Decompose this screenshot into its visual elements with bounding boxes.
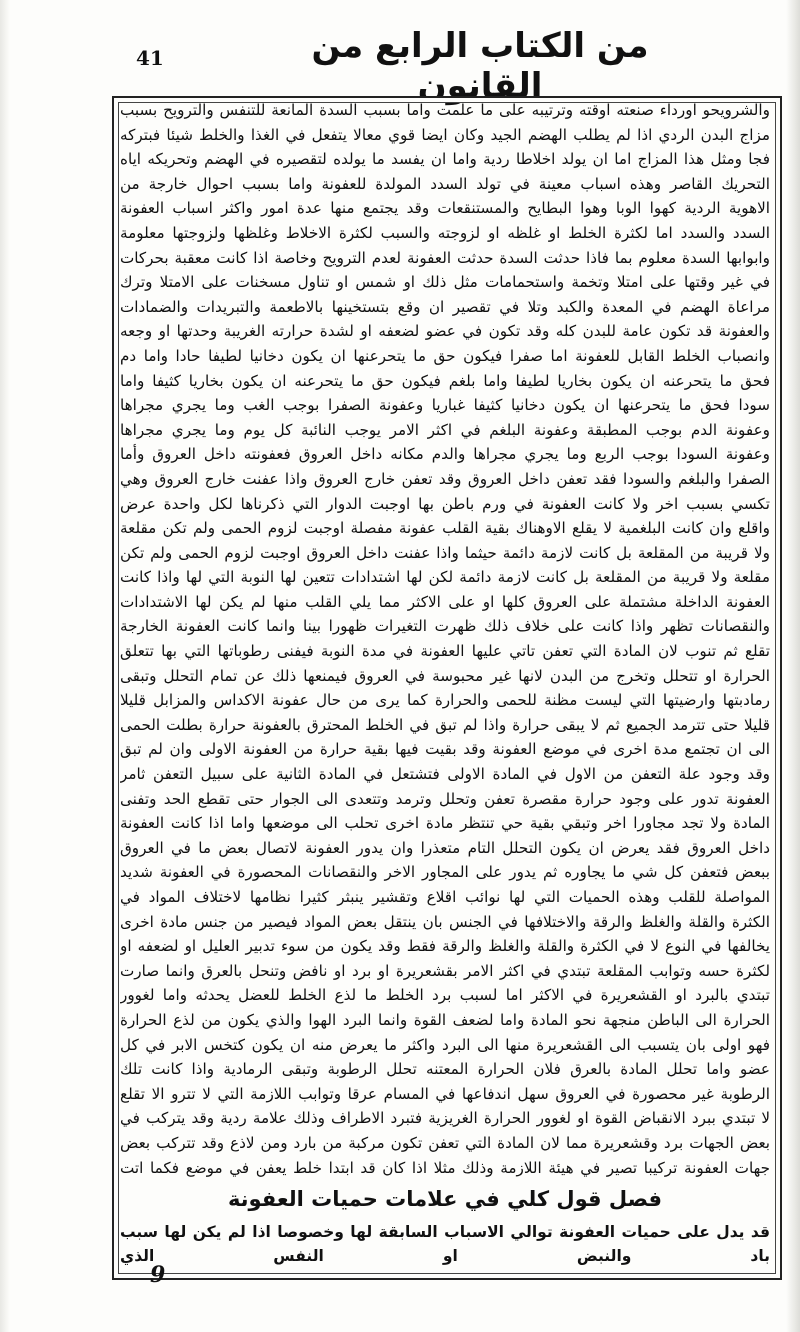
running-header: من الكتاب الرابع من القانون bbox=[311, 26, 649, 106]
section-heading: فصل قول كلي في علامات حميات العفونة bbox=[227, 1187, 663, 1211]
scan-edge-left bbox=[0, 0, 10, 1332]
section-first-line: قد يدل على حميات العفونة توالي الاسباب السابقة لها وخصوصا اذا لم يكن لها سبب باد والنبض او النفس الذي bbox=[120, 1223, 770, 1265]
footer-signature-mark: 9 bbox=[150, 1262, 166, 1288]
body-text: والشرويحو اورداء صنعته اوقته وترتيبه على ما علمت واما بسبب السدة المانعة للتنفس والترويح بسبب مزاج البدن الردي اذا لم يطلب الهضم الجيد وكان ايضا قوي معالا يتفعل في الغذا والخلط شيئا فبتركه فجا ومثل هذا المزاج اما ان يولد اخلاطا ردية واما ان يفسد ما يولده لتقصيره في الهضم وتحريكه اياه التحريك القاصر وهذه اسباب معينة في تولد السدد المولدة للعفونة واما بسبب احوال خارجة من الاهوية الردية كهوا الوبا وهوا البطايح والمستنقعات وقد يجتمع منها عدة امور واكثر اسباب العفونة السدد والسدد اما لكثرة الخلط او غلظه او لزوجته والسبب لكثرة الاخلاط وغلظها ولزوجتها معلومة وابوابها السدة معلوم بما فاذا حدثت السدة حدثت العفونة لعدم الترويح وخاصة اذا كانت معقبة بحركات في غير وقتها على امتلا وتخمة واستحمامات مثل ذلك او شمس او تناول مسخنات على الامتلا وترك مراعاة الهضم في المعدة والكبد وتلا في تقصير ان وقع بتستخينها بالاطعمة والتبريدات والضمادات والعفونة قد تكون عامة للبدن كله وقد تكون في عضو لضعفه او لشدة حرارته الغريبة وحدتها او وجعه وانصباب الخلط القابل للعفونة اما صفرا فيكون حق ما يتحرعنها ان يكون دخانيا لطيفا حادا واما دم فحق ما يتحرعنه ان يكون بخاريا لطيفا واما بلغم فيكون حق ما يتحرعنه ان يكون بخاريا كثيفا واما سودا فحق ما يتحرعنها ان يكون دخانيا كثيفا غباريا وعفونة الصفرا بوجب الغب وما يجري مجراها وعفونة الدم بوجب المطبقة وعفونة البلغم في اكثر الامر يوجب النائبة كل يوم وما يجري مجراها وعفونة السودا بوجب الربع وما يجري مجراها والدم مكانه داخل العروق فعفونته داخل العروق وأما الصفرا والبلغم والسودا فقد تعفن داخل العروق وقد تعفن خارج العروق واذا عفنت خارج العروق وهي تكسي بسبب اخر ولا كانت العفونة في ورم باطن بها اوجبت الدوار التي ذكرناها لكل واحدة عرض واقلع وان كانت البلغمية لا يقلع الاوهناك بقية القلب عفونة مفصلة اوجبت لزوم الحمى ولم تكن مقلعة ولا قريبة من المقلعة بل كانت لازمة دائمة حيثما واذا عفنت داخل العروق اوجبت لزوم الحمى ولم تكن مقلعة ولا قريبة من المقلعة بل كانت لازمة دائمة لكن لها اشتدادات تتعين لها النوبة التي لها واذا كانت العفونة الداخلة مشتملة على العروق كلها او على الاكثر مما يلي القلب منها لم يكن لها الاشتدادات والنقصانات تظهر واذا كانت على خلاف ذلك ظهرت التغيرات ظهورا بينا وانما كانت العفونة الخارجة تقلع ثم تنوب لان المادة التي تعفن تاتي عليها العفونة في مدة النوبة فيفنى رطوباتها التي بها تتعلق الحرارة او تتحلل وتخرج من البدن لانها غير محبوسة في العروق فيمنعها ذلك عن تمام التحلل وتبقى رمادبتها وارضيتها التي ليست مظنة للحمى والحرارة كما يرى من حال عفونة الاكداس والمزابل قليلا قليلا حتى تترمد الجميع ثم لا يبقى حرارة واذا لم تبق في الخلط المحترق بالعفونة حرارة بطلت الحمى الى ان تجتمع مدة اخرى في موضع العفونة وقد بقيت فيها بقية حرارة من العفونة الاولى وان لم تبق وقد وجود علة التعفن من الاول في المادة الاولى فتشتعل في المادة الثانية على سبيل التعفن ثامر العفونة تدور على وجود حرارة مقصرة تعفن وتحلل وترمد وتتعدى الى الجوار حتى تقطع الحد وتفنى المادة ولا تجد مجاورا اخر وتبقي بقية حي تنتظر مادة اخرى تحلب الى موضعها واما اذا كانت العفونة داخل العروق فقد يعرض ان يكون التحلل التام متعذرا وان يدور العفونة لاتصال بعض ما في العروق ببعض فتعفن كل شي ما يجاوره ثم يدور على المجاور الاخر والنقصانات المحصورة في العفونة شديد المواصلة للقلب وهذه الحميات التي لها نوائب اقلاع وتقشير ينبثر كثيرا نظامها لاختلاف المواد في الكثرة والقلة والغلظ والرقة والاختلافها في الجنس بان ينتقل بعض المواد فيصير من جنس مادة اخرى يخالفها في النوع لا في الكثرة والقلة والغلظ والرقة فقط وقد يكون من سوء تدبير العليل او لضعفه او لكثرة حسه وتوابب المقلعة تبتدي في اكثر الامر بقشعريرة او برد او نافض وتنحل بالعرق وانما صارت تبتدي بالبرد او القشعريرة في الاكثر اما لسبب برد الخلط ما لذع الخلط للعضل يحدثه واما لغوور الحرارة الى الباطن منجهة نحو المادة واما لضعف القوة وانما البرد الهوا والذي يكون من لذع الحرارة فهو اولى بان يتسبب الى القشعريرة منها الى البرد واكثر ما يعرض منه ان يكون كتخس الابر في كل عضو واما تحلل المادة بالعرق فلان الحرارة المعتنه تحلل الرطوبة وتبقى الرمادية واذا كانت تلك الرطوبة غير محصورة في العروق سهل اندفاعها في المسام عرقا وتوابب اللازمة التي لا تترو الا تقلع لا تبتدي ببرد الانقباض القوة او لغوور الحرارة الغريزية فتبرد الاطراف وذلك علامة ردية وقد يتركب في بعض الجهات برد وقشعريرة مما لان المادة التي تعفن تكون مركبة من بارد ومن لاذع وقد تتركب بعض جهات العفونة تركيبا تصير في هيئة اللازمة وذلك مثلا اذا كان قد ابتدا خلط يعفن في موضع فكما اتت bbox=[120, 101, 770, 1177]
scan-edge-right bbox=[786, 0, 800, 1332]
page-number: 41 bbox=[136, 46, 164, 70]
